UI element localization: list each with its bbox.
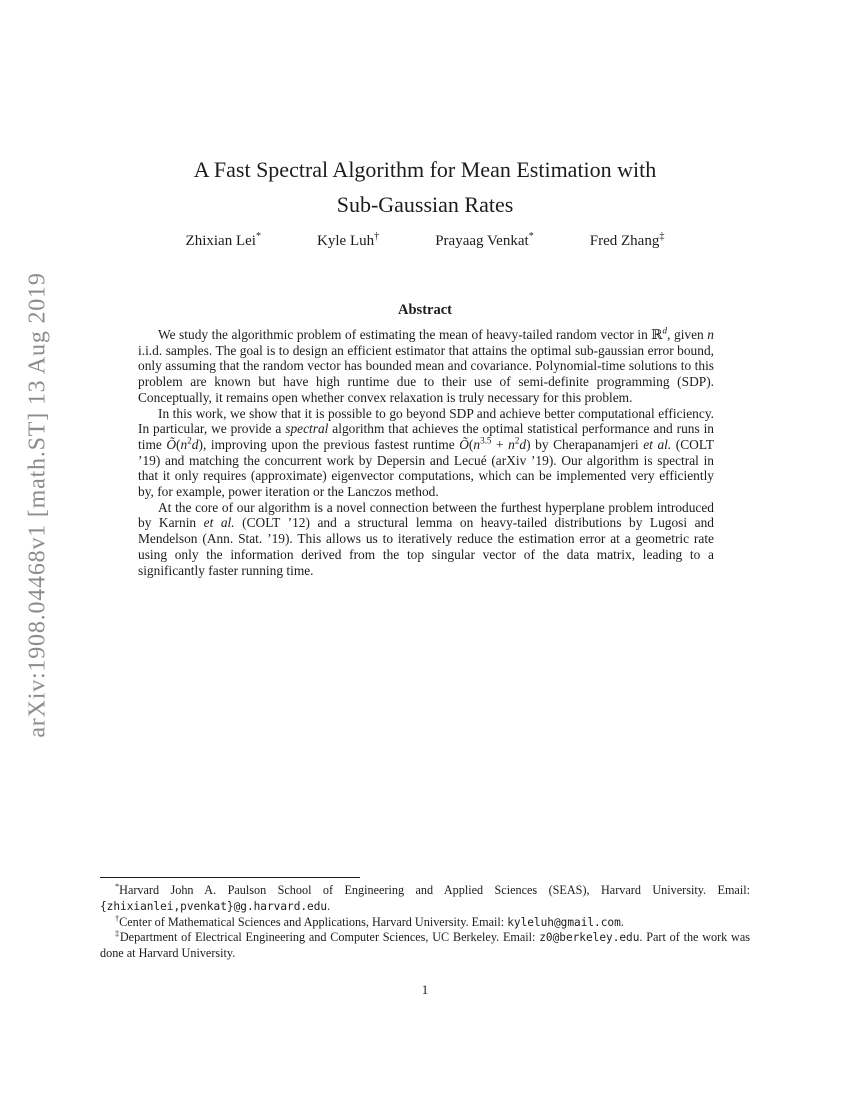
author-list: [0, 233, 850, 250]
footnote-affiliation-1: *Harvard John A. Paulson School of Engineering and Applied Sciences (SEAS), Harvard University. Email: {zhixianlei,pvenkat}@g.harvard.edu.: [100, 881, 750, 913]
author-name-text: Prayaag Venkat: [435, 233, 529, 249]
author-name: [435, 233, 534, 250]
arxiv-watermark: arXiv:1908.04468v1 [math.ST] 13 Aug 2019: [24, 272, 51, 738]
footnote-affiliation-3: ‡Department of Electrical Engineering and Computer Sciences, UC Berkeley. Email: z0@berkeley.edu. Part of the work was done at Harvard University.: [100, 929, 751, 961]
abstract-paragraph-2: In this work, we show that it is possible to go beyond SDP and achieve better computational efficiency. In particular, we provide a spectral algorithm that achieves the optimal statistical performance and runs in time $Õ(n^2d)$, improving upon the previous fastest runtime $Õ(n^{3.5} + n^2d)$ by Cherapanamjeri et al. (COLT ’19) and matching the concurrent work by Depersin and Lecué (arXiv ’19). Our algorithm is spectral in that it only requires (approximate) eigenvector computations, which can be implemented very efficiently by, for example, power iteration or the Lanczos method.: [138, 405, 715, 500]
footnote-rule: [100, 877, 360, 878]
paper-title-line-1: A Fast Spectral Algorithm for Mean Estimation with: [193, 157, 657, 182]
author-name-text: Zhixian Lei: [185, 233, 256, 249]
footnote-section: [100, 877, 750, 962]
paper-title: [0, 152, 850, 222]
page-number: 1: [421, 982, 429, 997]
author-footnote-mark: *: [528, 231, 534, 242]
abstract-paragraph-1: We study the algorithmic problem of estimating the mean of heavy-tailed random vector in ℝ$^d$, given n i.i.d. samples. The goal is to design an efficient estimator that attains the optimal sub-gaussian error bound, only assuming that the random vector has bounded mean and covariance. Polynomial-time solutions to this problem are known but have high runtime due to their use of semi-definite programming (SDP). Conceptually, it remains open whether convex relaxation is truly necessary for this problem.: [138, 325, 714, 405]
abstract-body: [138, 327, 714, 578]
abstract-paragraph-3: At the core of our algorithm is a novel connection between the furthest hyperplane problem introduced by Karnin et al. (COLT ’12) and a structural lemma on heavy-tailed distributions by Lugosi and Mendelson (Ann. Stat. ’19). This allows us to iteratively reduce the estimation error at a geometric rate using only the information derived from the top singular vector of the data matrix, leading to a significantly faster running time.: [138, 499, 714, 578]
abstract-heading: Abstract: [398, 302, 452, 318]
paper-title-line-2: Sub-Gaussian Rates: [336, 192, 514, 217]
author-footnote-mark: *: [255, 231, 262, 242]
author-name: [590, 233, 665, 250]
author-footnote-mark: †: [374, 231, 380, 242]
author-name-text: Fred Zhang: [589, 233, 660, 249]
author-name: [186, 233, 262, 250]
author-name: [317, 233, 379, 250]
footnote-affiliation-2: †Center of Mathematical Sciences and Applications, Harvard University. Email: kyleluh@gmail.com.: [115, 913, 624, 929]
author-name-text: Kyle Luh: [317, 233, 375, 249]
author-footnote-mark: ‡: [659, 231, 665, 242]
